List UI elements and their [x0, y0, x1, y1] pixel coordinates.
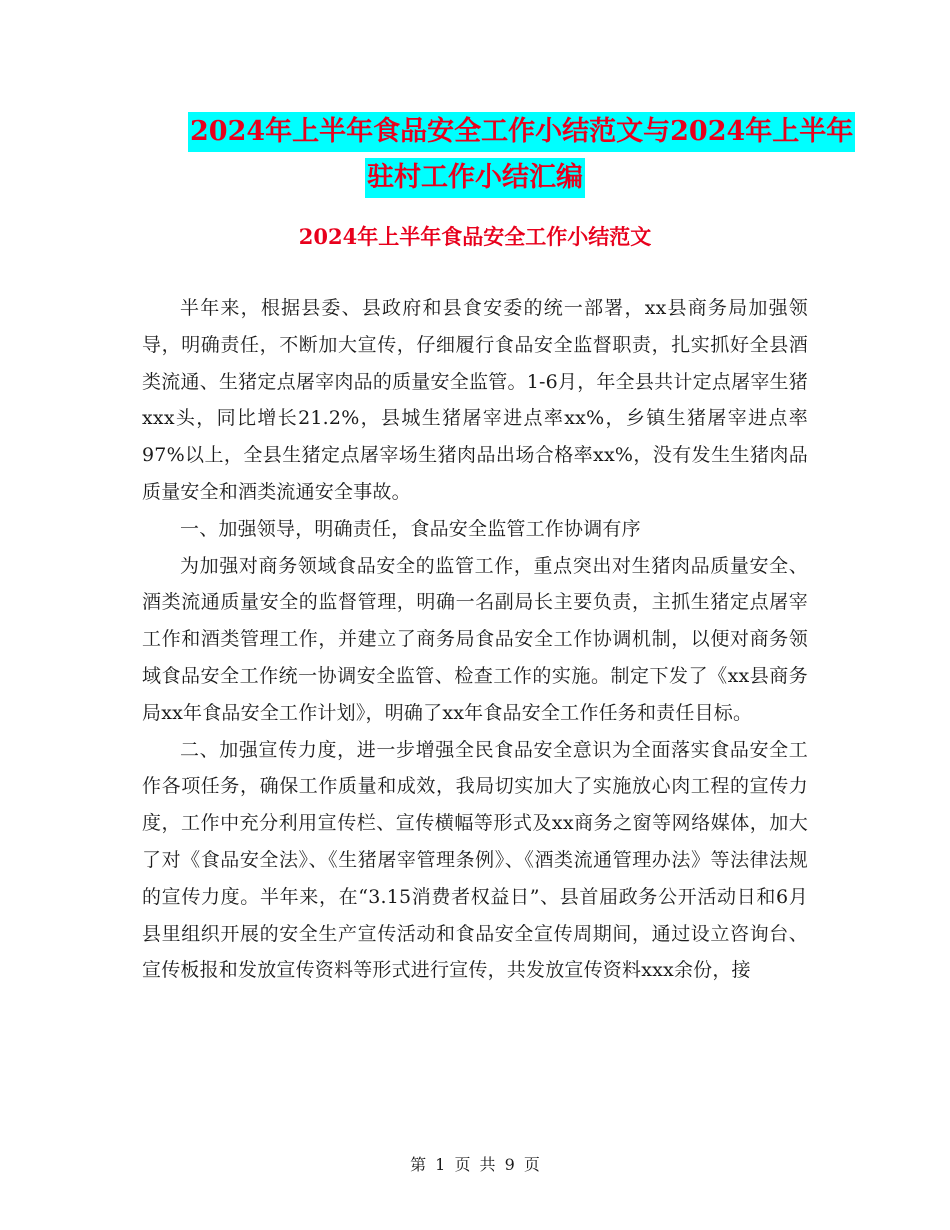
paragraph: 一、加强领导，明确责任，食品安全监管工作协调有序: [180, 517, 641, 540]
title-line-1: 2024年上半年食品安全工作小结范文与2024年上半年: [188, 112, 855, 152]
section-heading: 2024年上半年食品安全工作小结范文: [298, 224, 652, 249]
page-footer: 第 1 页 共 9 页: [410, 1155, 540, 1174]
paragraph: 为加强对商务领域食品安全的监管工作，重点突出对生猪肉品质量安全、酒类流通质量安全的监督管理，明确一名副局长主要负责，主抓生猪定点屠宰工作和酒类管理工作，并建立了商务局食品安全工作协调机制，以便对商务领域食品安全工作统一协调安全监管、检查工作的实施。制定下发了《xx县商务局xx年食品安全工作计划》，明确了xx年食品安全工作任务和责任目标。: [142, 554, 808, 724]
paragraph: 二、加强宣传力度，进一步增强全民食品安全意识为全面落实食品安全工作各项任务，确保工作质量和成效，我局切实加大了实施放心肉工程的宣传力度，工作中充分利用宣传栏、宣传横幅等形式及xx商务之窗等网络媒体，加大了对《食品安全法》、《生猪屠宰管理条例》、《酒类流通管理办法》等法律法规的宣传力度。半年来，在“3.15消费者权益日”、县首届政务公开活动日和6月县里组织开展的安全生产宣传活动和食品安全宣传周期间，通过设立咨询台、宣传板报和发放宣传资料等形式进行宣传，共发放宣传资料xxx余份，接: [142, 738, 808, 982]
title-line-2: 驻村工作小结汇编: [365, 158, 585, 198]
document-title: [140, 112, 854, 198]
body-text: [142, 290, 808, 989]
paragraph: 半年来，根据县委、县政府和县食安委的统一部署，xx县商务局加强领导，明确责任，不断加大宣传，仔细履行食品安全监督职责，扎实抓好全县酒类流通、生猪定点屠宰肉品的质量安全监管。1-6月，年全县共计定点屠宰生猪xxx头，同比增长21.2%，县城生猪屠宰进点率xx%，乡镇生猪屠宰进点率97%以上，全县生猪定点屠宰场生猪肉品出场合格率xx%，没有发生生猪肉品质量安全和酒类流通安全事故。: [142, 297, 808, 503]
